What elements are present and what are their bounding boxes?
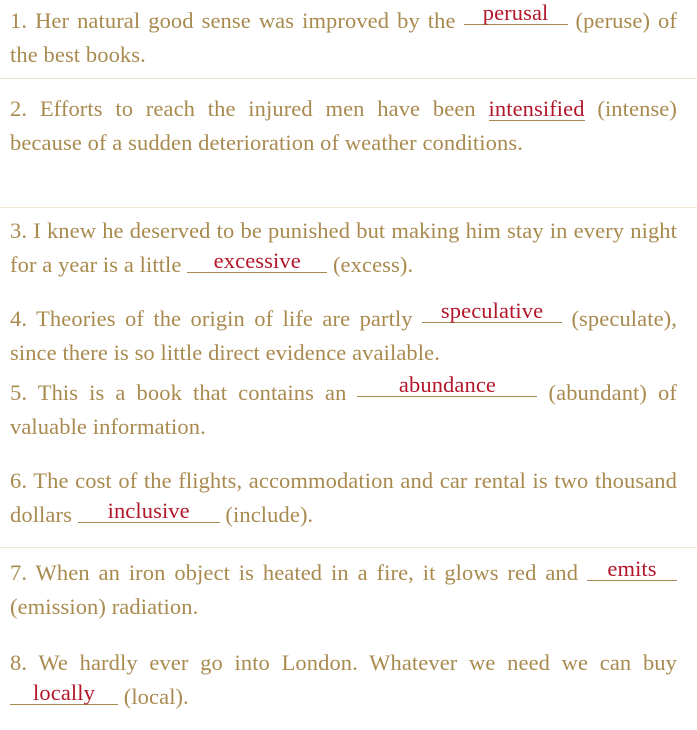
answer-blank: excessive [187,250,327,273]
question-text-after: (local). [123,684,189,709]
question-text-before: When an iron object is heated in a fire, it glows red and [35,560,579,585]
question-number: 8. [10,650,28,675]
question-text-after: (include). [225,502,314,527]
question-text-before: The cost of the flights, accommodation and car rental is two thousand dollars [10,468,677,527]
question-text-before: Theories of the origin of life are partly [36,306,413,331]
answer-blank: speculative [422,300,562,323]
question-number: 4. [10,306,28,331]
question-text-after: (excess). [332,252,414,277]
question-3 [10,214,677,282]
answer-blank: perusal [464,2,568,25]
question-text-after: (speculate), since there is so little direct evidence available. [10,306,677,365]
question-8 [10,646,677,714]
question-text-before: This is a book that contains an [37,380,347,405]
divider [0,547,697,548]
question-number: 5. [10,380,28,405]
question-number: 2. [10,96,28,121]
question-6 [10,464,677,532]
question-1 [10,0,677,72]
question-text-before: I knew he deserved to be punished but making him stay in every night for a year is a little [10,218,677,277]
divider [0,78,697,79]
question-text-before: Her natural good sense was improved by the [35,8,456,33]
divider [0,207,697,208]
question-text-after: (abundant) of valuable information. [10,380,677,439]
question-number: 3. [10,218,28,243]
answer-blank: locally [10,682,118,705]
answer-blank: emits [587,558,677,581]
question-text-after: (intense) because of a sudden deterioration of weather conditions. [10,96,677,155]
answer-blank: intensified [488,96,585,121]
question-text-before: Efforts to reach the injured men have been [39,96,476,121]
answer-blank: abundance [357,374,537,397]
answer-blank: inclusive [78,500,220,523]
question-number: 6. [10,468,28,493]
question-text-after: (emission) radiation. [10,594,199,619]
question-4 [10,298,677,370]
question-number: 7. [10,560,28,585]
question-5 [10,372,677,444]
question-text-before: We hardly ever go into London. Whatever we need we can buy [38,650,677,675]
question-2 [10,92,677,160]
question-number: 1. [10,8,28,33]
question-text-after: (peruse) of the best books. [10,8,677,67]
question-7 [10,556,677,624]
